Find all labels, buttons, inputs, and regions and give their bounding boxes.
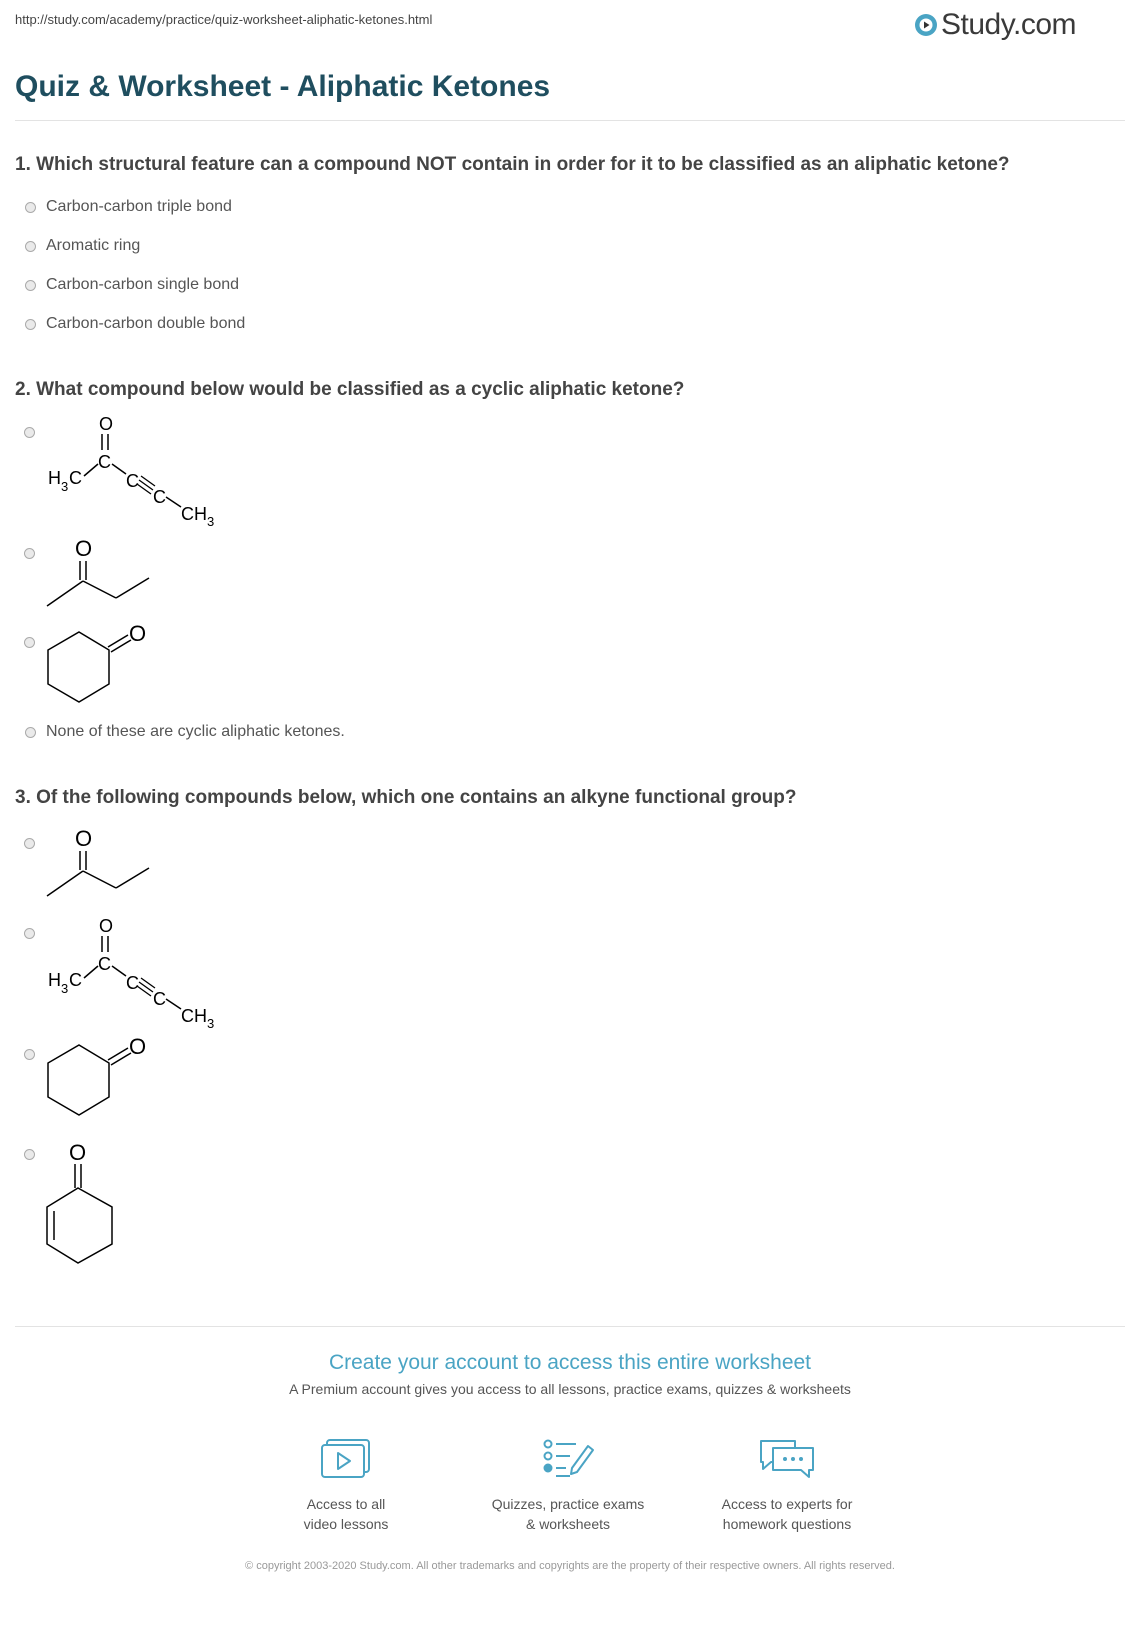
- q1-option-3[interactable]: [25, 276, 239, 294]
- svg-text:C: C: [126, 973, 139, 993]
- svg-text:O: O: [75, 826, 93, 851]
- svg-text:O: O: [69, 1140, 87, 1165]
- q1-option-2[interactable]: [25, 237, 140, 255]
- q2-option-1-radio[interactable]: [24, 427, 35, 438]
- play-logo-icon: [914, 13, 938, 37]
- q3-option-1-structure[interactable]: [44, 826, 164, 906]
- option-label: None of these are cyclic aliphatic ketones.: [46, 723, 345, 740]
- svg-text:3: 3: [207, 514, 215, 529]
- cta-divider: [15, 1326, 1125, 1327]
- svg-text:CH: CH: [181, 1006, 207, 1026]
- svg-text:H: H: [48, 970, 61, 990]
- radio-button[interactable]: [25, 241, 36, 252]
- study-logo[interactable]: [914, 8, 1076, 42]
- feature-quizzes: [468, 1438, 668, 1534]
- chat-bubbles-icon: [757, 1438, 817, 1480]
- svg-text:H: H: [48, 468, 61, 488]
- svg-text:O: O: [99, 916, 114, 936]
- option-label: Carbon-carbon triple bond: [46, 198, 232, 215]
- q3-option-3-radio[interactable]: [24, 1049, 35, 1060]
- option-label: Aromatic ring: [46, 237, 141, 254]
- question-3: 3. Of the following compounds below, which one contains an alkyne functional group?: [15, 787, 797, 808]
- feature-video-lessons: [246, 1438, 446, 1534]
- question-1: 1. Which structural feature can a compound NOT contain in order for it to be classified as an aliphatic ketone?: [15, 154, 1010, 175]
- q2-option-2-structure[interactable]: [44, 536, 164, 616]
- radio-button[interactable]: [25, 280, 36, 291]
- q3-option-2-radio[interactable]: [24, 928, 35, 939]
- q3-option-4-radio[interactable]: [24, 1149, 35, 1160]
- svg-text:O: O: [129, 621, 147, 646]
- q2-option-2-radio[interactable]: [24, 548, 35, 559]
- title-divider: [15, 120, 1125, 121]
- q3-option-3-structure[interactable]: [44, 1035, 164, 1125]
- q2-option-4[interactable]: [25, 723, 345, 741]
- feature-label: Access to all video lessons: [303, 1496, 389, 1532]
- q1-option-1[interactable]: [25, 198, 232, 216]
- feature-label: Access to experts for homework questions: [721, 1496, 853, 1532]
- svg-text:C: C: [69, 970, 82, 990]
- q1-option-4[interactable]: [25, 315, 245, 333]
- radio-button[interactable]: [25, 319, 36, 330]
- q3-option-4-structure[interactable]: [44, 1138, 164, 1278]
- page-title: Quiz & Worksheet - Aliphatic Ketones: [15, 70, 551, 103]
- svg-text:C: C: [98, 954, 111, 974]
- svg-text:O: O: [99, 414, 114, 434]
- option-label: Carbon-carbon double bond: [46, 315, 246, 332]
- video-icon: [319, 1438, 373, 1480]
- question-2: 2. What compound below would be classified as a cyclic aliphatic ketone?: [15, 379, 685, 400]
- cta-title[interactable]: Create your account to access this entire worksheet: [328, 1351, 812, 1374]
- cta-subtitle: A Premium account gives you access to all lessons, practice exams, quizzes & worksheets: [289, 1381, 851, 1397]
- feature-label: Quizzes, practice exams & worksheets: [491, 1496, 645, 1532]
- svg-text:C: C: [153, 989, 166, 1009]
- logo-text: Study.com: [941, 8, 1076, 41]
- page-url: http://study.com/academy/practice/quiz-worksheet-aliphatic-ketones.html: [15, 12, 433, 27]
- svg-text:3: 3: [61, 981, 69, 996]
- q2-option-3-structure[interactable]: [44, 622, 164, 712]
- svg-text:C: C: [153, 487, 166, 507]
- quiz-list-icon: [540, 1438, 596, 1480]
- q3-option-2-structure[interactable]: [44, 916, 234, 1031]
- svg-text:C: C: [69, 468, 82, 488]
- svg-text:C: C: [126, 471, 139, 491]
- svg-text:O: O: [129, 1034, 147, 1059]
- svg-text:3: 3: [61, 479, 69, 494]
- q2-option-3-radio[interactable]: [24, 637, 35, 648]
- q3-option-1-radio[interactable]: [24, 838, 35, 849]
- q2-option-1-structure[interactable]: [44, 414, 234, 529]
- radio-button[interactable]: [25, 202, 36, 213]
- radio-button[interactable]: [25, 727, 36, 738]
- svg-text:C: C: [98, 452, 111, 472]
- svg-text:3: 3: [207, 1016, 215, 1031]
- copyright-text: © copyright 2003-2020 Study.com. All other trademarks and copyrights are the property of their respective owners. All rights reserved.: [245, 1560, 895, 1572]
- svg-text:O: O: [75, 536, 93, 561]
- feature-experts: [687, 1438, 887, 1534]
- option-label: Carbon-carbon single bond: [46, 276, 240, 293]
- svg-text:CH: CH: [181, 504, 207, 524]
